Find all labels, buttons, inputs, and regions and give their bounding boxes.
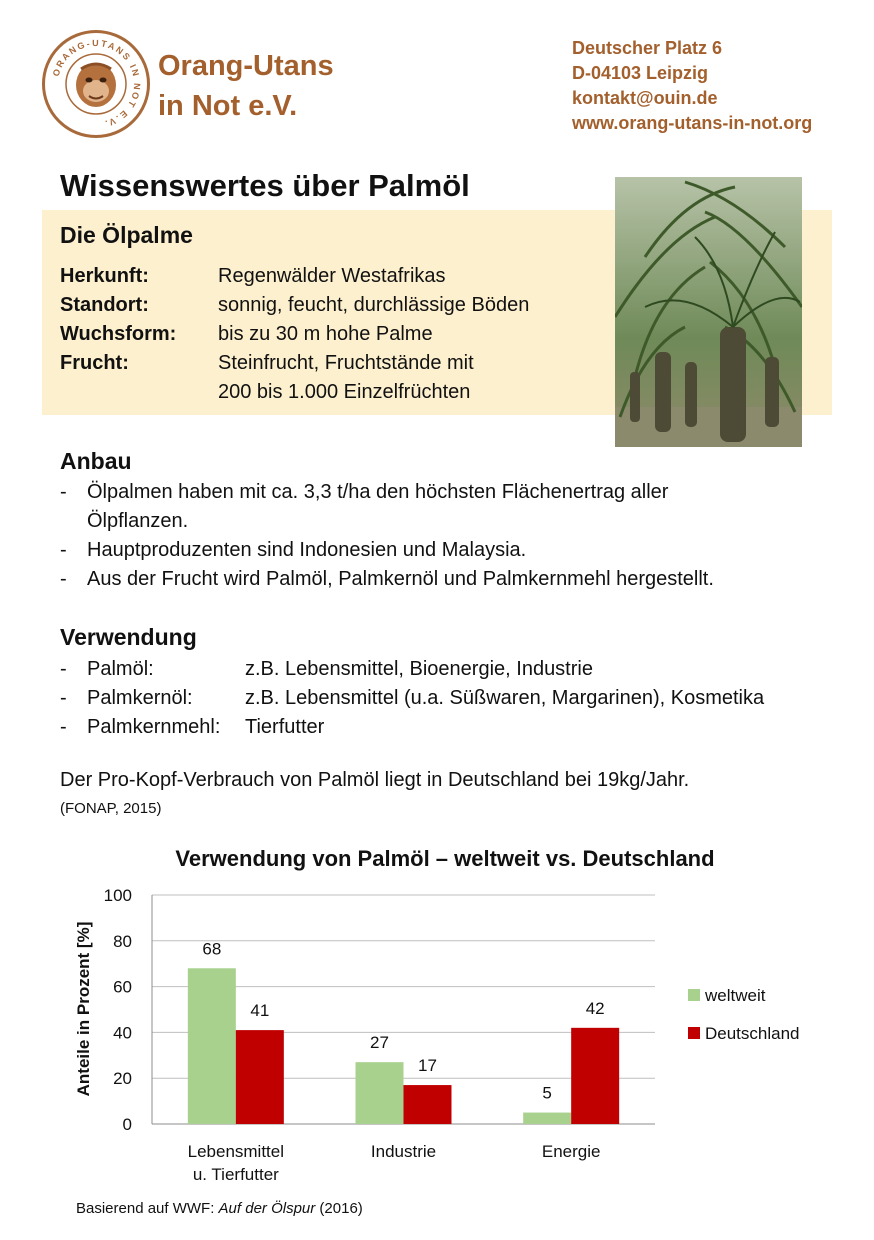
bar-weltweit bbox=[356, 1062, 404, 1124]
verwendung-item-palmkernmehl bbox=[0, 713, 874, 742]
x-tick-label: Lebensmittel bbox=[187, 1142, 285, 1161]
orangutan-logo-icon bbox=[45, 33, 147, 135]
fact-value-origin: Regenwälder Westafrikas bbox=[218, 265, 446, 287]
fact-label-fruit: Frucht: bbox=[60, 352, 129, 374]
data-label: 5 bbox=[542, 1083, 552, 1103]
bar-deutschland bbox=[571, 1028, 619, 1124]
y-tick-label: 60 bbox=[113, 977, 132, 997]
fact-box-heading: Die Ölpalme bbox=[60, 222, 193, 248]
bullet-text: Ölpalmen haben mit ca. 3,3 t/ha den höchsten Flächenertrag aller bbox=[87, 481, 669, 503]
org-name-line-1: Orang-Utans bbox=[158, 50, 334, 82]
data-label: 68 bbox=[202, 939, 222, 959]
palmoil-usage-chart bbox=[0, 830, 874, 1195]
y-tick-label: 0 bbox=[122, 1115, 132, 1134]
fact-value-fruit-continued: 200 bis 1.000 Einzelfrüchten bbox=[218, 381, 471, 403]
fact-value-growth: bis zu 30 m hohe Palme bbox=[218, 323, 433, 345]
verwendung-heading: Verwendung bbox=[60, 624, 197, 650]
anbau-bullet-1-continued bbox=[0, 507, 874, 536]
data-label: 41 bbox=[250, 1001, 270, 1021]
fact-label-growth: Wuchsform: bbox=[60, 323, 177, 345]
anbau-heading: Anbau bbox=[60, 448, 132, 474]
bullet-dash: - bbox=[60, 539, 67, 561]
bullet-text: Hauptproduzenten sind Indonesien und Malaysia. bbox=[87, 539, 527, 561]
fact-value-location: sonnig, feucht, durchlässige Böden bbox=[218, 294, 530, 316]
legend-label: Deutschland bbox=[705, 1024, 800, 1043]
use-label: Palmöl: bbox=[87, 658, 154, 680]
fact-value-fruit: Steinfrucht, Fruchtstände mit bbox=[218, 352, 474, 374]
contact-address bbox=[572, 36, 812, 136]
bar-weltweit bbox=[188, 968, 236, 1124]
bullet-dash: - bbox=[60, 568, 67, 590]
y-tick-label: 40 bbox=[113, 1023, 132, 1043]
anbau-bullet-1 bbox=[0, 478, 874, 507]
consumption-source: (FONAP, 2015) bbox=[60, 800, 162, 817]
org-logo bbox=[42, 30, 150, 138]
address-website[interactable]: www.orang-utans-in-not.org bbox=[572, 113, 813, 133]
x-tick-label: Energie bbox=[541, 1142, 601, 1161]
consumption-statement: Der Pro-Kopf-Verbrauch von Palmöl liegt in Deutschland bei 19kg/Jahr. bbox=[60, 769, 690, 791]
x-tick-label: Industrie bbox=[370, 1142, 437, 1161]
organization-name bbox=[158, 46, 334, 126]
legend-label: weltweit bbox=[705, 986, 766, 1005]
footnote-italic-title: Auf der Ölspur bbox=[218, 1200, 316, 1217]
bullet-dash: - bbox=[60, 716, 67, 738]
y-tick-label: 100 bbox=[103, 886, 132, 905]
bullet-text: Aus der Frucht wird Palmöl, Palmkernöl und Palmkernmehl hergestellt. bbox=[87, 568, 714, 590]
oil-palm-photo bbox=[615, 177, 802, 447]
page-title: Wissenswertes über Palmöl bbox=[60, 168, 470, 203]
verwendung-item-palmkernoel bbox=[0, 684, 874, 713]
bar-deutschland bbox=[236, 1030, 284, 1124]
fact-label-location: Standort: bbox=[60, 294, 149, 316]
data-label: 42 bbox=[585, 998, 605, 1018]
bullet-dash: - bbox=[60, 687, 67, 709]
use-value: z.B. Lebensmittel, Bioenergie, Industrie bbox=[245, 658, 593, 680]
anbau-bullet-2 bbox=[0, 536, 874, 565]
org-name-line-2: in Not e.V. bbox=[158, 90, 298, 122]
data-label: 27 bbox=[370, 1033, 389, 1053]
anbau-bullet-3 bbox=[0, 565, 874, 594]
use-label: Palmkernöl: bbox=[87, 687, 193, 709]
x-tick-label: u. Tierfutter bbox=[192, 1165, 279, 1184]
legend-swatch bbox=[688, 989, 700, 1001]
chart-y-axis-label: Anteile in Prozent [%] bbox=[74, 921, 93, 1097]
use-value: z.B. Lebensmittel (u.a. Süßwaren, Margarinen), Kosmetika bbox=[245, 687, 765, 709]
bar-deutschland bbox=[404, 1085, 452, 1124]
verwendung-item-palmoel bbox=[0, 655, 874, 684]
address-city: D-04103 Leipzig bbox=[572, 63, 709, 83]
address-email[interactable]: kontakt@ouin.de bbox=[572, 88, 718, 108]
logo-ring-text: ORANG-UTANS IN NOT E.V. bbox=[50, 37, 143, 130]
bar-weltweit bbox=[523, 1113, 571, 1124]
bullet-dash: - bbox=[60, 658, 67, 680]
chart-title: Verwendung von Palmöl – weltweit vs. Deutschland bbox=[175, 846, 715, 871]
footnote-prefix: Basierend auf WWF: bbox=[76, 1200, 219, 1217]
y-tick-label: 20 bbox=[113, 1069, 132, 1089]
use-label: Palmkernmehl: bbox=[87, 716, 221, 738]
legend-swatch bbox=[688, 1027, 700, 1039]
footnote-suffix: (2016) bbox=[315, 1200, 363, 1217]
bullet-text: Ölpflanzen. bbox=[87, 510, 189, 532]
use-value: Tierfutter bbox=[245, 716, 325, 738]
bullet-dash: - bbox=[60, 481, 67, 503]
fact-label-origin: Herkunft: bbox=[60, 265, 149, 287]
address-street: Deutscher Platz 6 bbox=[572, 38, 723, 58]
y-tick-label: 80 bbox=[113, 931, 132, 951]
data-label: 17 bbox=[418, 1056, 437, 1076]
chart-source-footnote bbox=[76, 1200, 363, 1217]
